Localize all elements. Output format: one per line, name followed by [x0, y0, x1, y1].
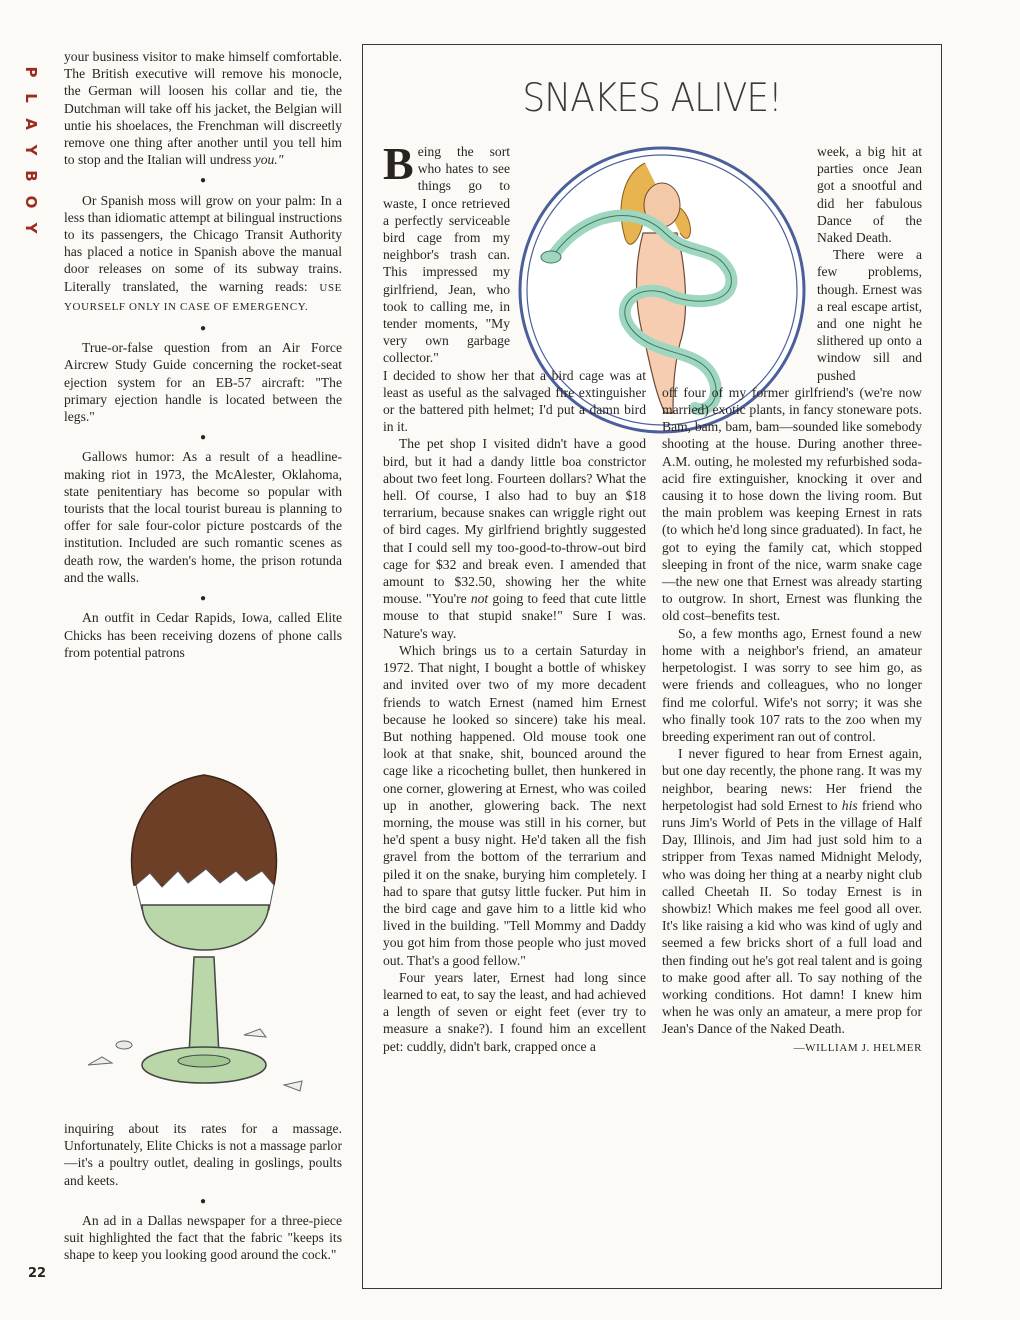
bullet: ● — [199, 432, 207, 444]
item-true-or-false: True-or-false question from an Air Force Aircrew Study Guide concerning the rocket-seat ejection system for an EB-57 aircraft: "The primary ejection handle is located between the legs." — [64, 340, 342, 425]
page-number: 22 — [28, 1266, 47, 1281]
article-column-2 — [662, 143, 922, 1057]
left-column — [64, 48, 342, 661]
article-paragraph: Four years later, Ernest had long since learned to eat, to say the least, and had achieved a length of seven or eight feet (ever try to measure a snake?). I found him an excellent pet: cuddly, didn't bark, crapped once a — [383, 969, 646, 1054]
item-spanish-moss: Or Spanish moss will grow on your palm: In a less than idiomatic attempt at bilingual instructions to its passengers, the Chicago Transit Authority has placed a notice in Spanish above the manual door releases on some of its subway trains. Literally translated, the warning reads: USE YOURSELF ONLY IN CASE OF EMERGENCY. — [64, 192, 342, 313]
bullet: ● — [199, 593, 207, 605]
article-title: SNAKES ALIVE! — [522, 75, 782, 122]
article-paragraph: The pet shop I visited didn't have a good bird, but it had a dandy little boa constrictor about two feet long. Fourteen dollars? What the hell. Of course, I also had to buy an $18 terrarium, because snakes can wriggle right out of bird cages. My girlfriend brightly suggested that I could sell my too-good-to-throw-out bird cage for $32 and break even. I amended that amount to $32.50, showing her the white mouse. "You're not going to feed that cute little mouse to that stupid snake!" Sure I was. Nature's way. — [383, 436, 646, 641]
item-elite-chicks: An outfit in Cedar Rapids, Iowa, called Elite Chicks has been receiving dozens of phone calls from potential patrons — [64, 610, 342, 660]
bullet: ● — [199, 1195, 207, 1207]
article-byline: —WILLIAM J. HELMER — [793, 1041, 922, 1054]
left-column-continued — [64, 1120, 342, 1264]
magazine-name-vertical: P L A Y B O Y — [22, 66, 40, 236]
bullet: ● — [199, 175, 207, 187]
article-paragraph: I decided to show her that a bird cage was at least as useful as the salvaged fire extinguisher or the battered pith helmet; I'd put a damn bird in it. — [383, 367, 646, 435]
article-paragraph: off four of my former girlfriend's (we're now married) exotic plants, in fancy stoneware pots. Bam, bam, bam, bam—sounded like somebody shooting at the house. During another three-A.M. outing, he molested my refurbished soda-acid fire extinguisher, knocking it over and causing it to hose down the living room. But the main problem was keeping Ernest in rats (to which he'd long since graduated). In fact, he got to eying the family cat, which stopped sleeping in front of the nice, warm snake cage—the new one that Ernest was already starting to outgrow. In short, Ernest was flunking the old cost–benefits test. — [662, 384, 922, 624]
item-gallows-humor: Gallows humor: As a result of a headline-making riot in 1973, the McAlester, Oklahoma, state penitentiary has become so popular with tourists that the local tourist bureau is planning to offer for sale four-color picture postcards of the institution. Included are such romantic scenes as death row, the warden's home, the prison rotunda and the walls. — [64, 449, 342, 585]
article-paragraph: week, a big hit at parties once Jean got a snootful and did her fabulous Dance of the Naked Death. — [817, 144, 922, 246]
article-paragraph: I never figured to hear from Ernest again, but one day recently, the phone rang. It was my neighbor, bearing news: Her friend the herpetologist had sold Ernest to his friend who runs Jim's World of Pets in the village of Half Day, Illinois, and Jim had just sold him to a stripper from Texas named Midnight Melody, who was doing her thing at a nearby night club called Cheetah II. So today Ernest is in showbiz! Which makes me feel good all over. It's like raising a kid who was kind of ugly and seemed a few bricks short of a full load and then finding out he's got real talent and is going to make good after all. To say nothing of the working conditions. Hot damn! I knew him when he was only an amateur, a mere prop for Jean's Dance of the Naked Death. — [662, 746, 922, 1037]
item-dallas-ad: An ad in a Dallas newspaper for a three-piece suit highlighted the fact that the fabric "keeps its shape to keep you looking good around the cock." — [64, 1213, 342, 1263]
article-column-1 — [383, 138, 646, 1055]
drop-cap: B — [383, 138, 414, 189]
article-opening-paragraph: Being the sort who hates to see things go to waste, I once retrieved a perfectly serviceable bird cage from my neighbor's trash can. This impressed my girlfriend, Jean, who took to calling me, in tender moments, "My very own garbage collector." — [383, 138, 510, 366]
article-paragraph: Which brings us to a certain Saturday in 1972. That night, I bought a bottle of whiskey and invited over two of my more decadent friends to watch Ernest (named him Ernest because he looked so sincere) take his meal. But nothing happened. Old mouse took one look at that snake, shit, bounced around the cage like a ricocheting bullet, then hunkered in one corner, glowering at Ernest, who was coiled up in another, glowering back. The next morning, the mouse was still in his corner, but he'd spent a busy night. He'd taken all the fish gravel from the bottom of the terrarium and piled it on the snake, burying him completely. I had to spare that gutsy little fucker. Put him in the bird cage and gave him to a little kid who lived in the building. "Tell Mommy and Daddy you got him from those people who just moved out. That's a good fellow." — [383, 642, 646, 968]
item-elite-chicks-continued: inquiring about its rates for a massage. Unfortunately, Elite Chicks is not a massage parlor—it's a poultry outlet, dealing in goslings, poults and keets. — [64, 1121, 342, 1188]
article-narrow-block — [817, 143, 922, 384]
article-paragraph: There were a few problems, though. Ernest was a real escape artist, and one night he slithered up onto a window sill and pushed — [817, 247, 922, 383]
bullet: ● — [199, 323, 207, 335]
egg-cup-illustration — [64, 735, 342, 1115]
item-business-visitor: your business visitor to make himself comfortable. The British executive will remove his monocle, the German will loosen his collar and tie, the Dutchman will take off his jacket, the Belgian will untie his shoelaces, the Frenchman will discreetly remove one thing after another until you tell him to stop and the Italian will undress you." — [64, 49, 342, 168]
article-paragraph: So, a few months ago, Ernest found a new home with a neighbor's friend, an amateur herpetologist. I was sorry to see him go, as were friends and colleagues, who no longer find me colorful. Wife's not sorry; it was she who finally took 107 rats to the zoo when my breeding experiment ran out of control. — [662, 625, 922, 744]
